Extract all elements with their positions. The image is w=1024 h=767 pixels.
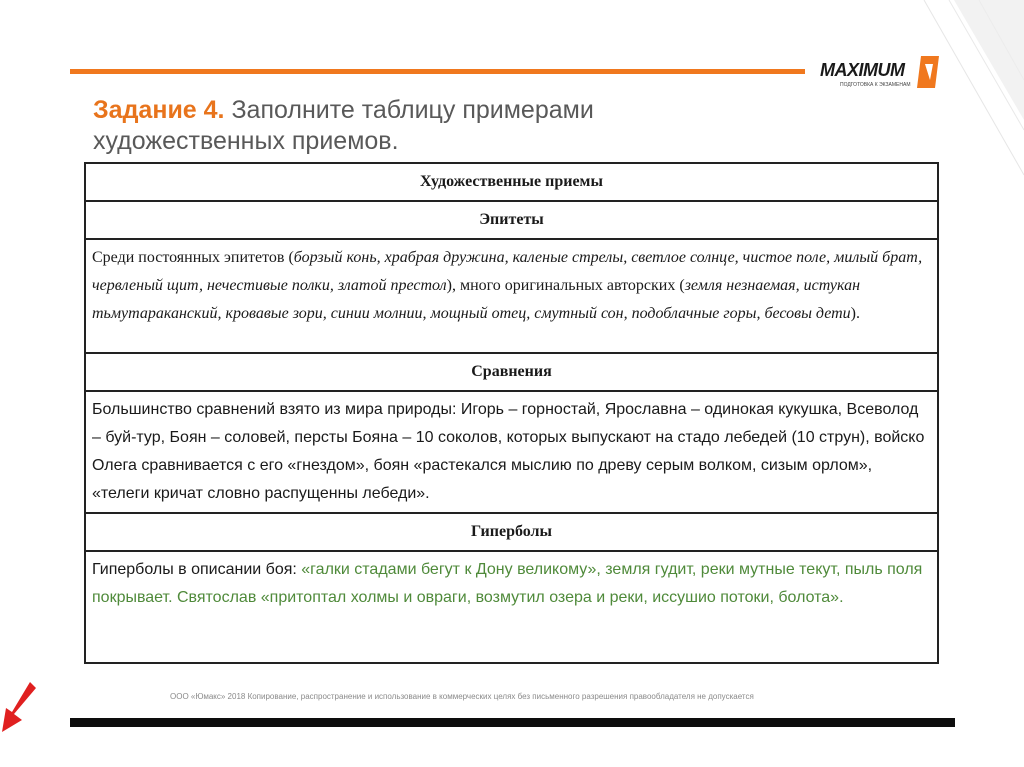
page-title	[93, 95, 793, 157]
copyright-footer: ООО «Юмакс» 2018 Копирование, распространение и использование в коммерческих целях без письменного разрешения правообладателя не допускается	[170, 692, 754, 701]
epithets-text	[85, 239, 938, 353]
devices-table	[84, 162, 939, 664]
epithets-part-2: борзый конь, храбрая дружина, каленые стрелы, светлое солнце, чистое поле, милый брат, червленый щит, нечестивые полки, златой престол	[92, 249, 923, 294]
section-heading-row	[85, 513, 938, 551]
task-label: Задание 4.	[93, 96, 225, 124]
epithets-part-3: ), много оригинальных авторских (	[446, 277, 685, 294]
section-body-row	[85, 551, 938, 663]
bottom-black-line	[70, 718, 955, 727]
section-heading-comparisons: Сравнения	[85, 353, 938, 391]
logo-text: MAXIMUM	[820, 60, 905, 80]
epithets-part-4: земля незнаемая, истукан тьмутараканский, кровавые зори, синии молнии, мощный отец, смутный сон, подоблачные горы, бесовы дети	[92, 277, 860, 322]
logo-subtitle: ПОДГОТОВКА К ЭКЗАМЕНАМ	[840, 82, 911, 88]
title-line-2: художественных приемов.	[93, 127, 399, 155]
section-body-row	[85, 391, 938, 513]
table-header-row	[85, 163, 938, 201]
maximum-logo	[820, 52, 942, 94]
section-heading-hyperboles: Гиперболы	[85, 513, 938, 551]
logo-mark-icon	[915, 54, 941, 90]
hyperboles-text	[85, 551, 938, 663]
epithets-part-5: ).	[850, 305, 860, 322]
hyperboles-intro: Гиперболы в описании боя:	[92, 561, 302, 578]
section-body-row	[85, 239, 938, 353]
hyperboles-quote: «галки стадами бегут к Дону великому», земля гудит, реки мутные текут, пыль поля покрывает. Святослав «притоптал холмы и овраги, возмутил озера и реки, иссушио потоки, болота».	[92, 561, 923, 606]
red-arrow-icon	[0, 680, 40, 735]
epithets-part-1: Среди постоянных эпитетов (	[92, 249, 294, 266]
table-header: Художественные приемы	[85, 163, 938, 201]
section-heading-row	[85, 201, 938, 239]
top-orange-line	[70, 69, 805, 74]
section-heading-row	[85, 353, 938, 391]
comparisons-text: Большинство сравнений взято из мира природы: Игорь – горностай, Ярославна – одинокая кукушка, Всеволод – буй-тур, Боян – соловей, персты Бояна – 10 соколов, которых выпускают на стадо лебедей (10 струн), войско Олега сравнивается с его «гнездом», боян «растекался мыслию по древу серым волком, сизым орлом», «телеги кричат словно распущенны лебеди».	[85, 391, 938, 513]
title-line-1: Заполните таблицу примерами	[224, 96, 594, 124]
section-heading-epithets: Эпитеты	[85, 201, 938, 239]
